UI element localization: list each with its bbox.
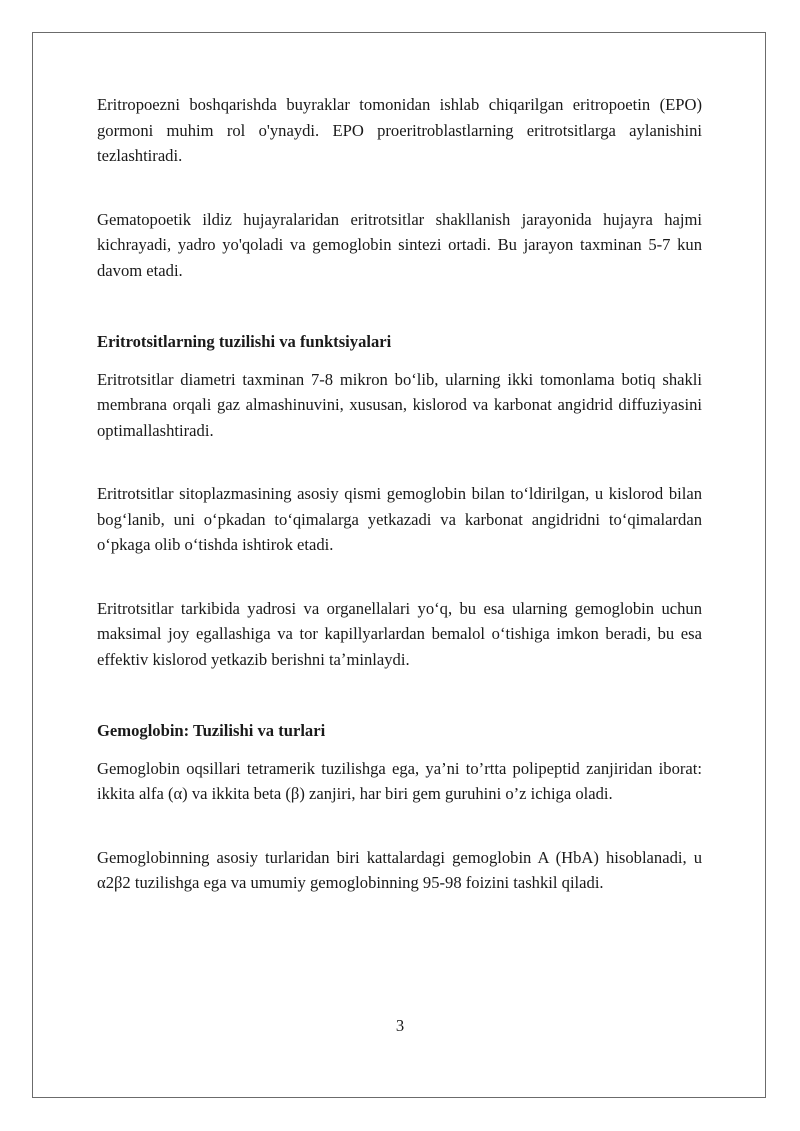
paragraph-erythropoiesis: Gematopoetik ildiz hujayralaridan eritrotsitlar shakllanish jarayonida hujayra hajmi kichrayadi, yadro yo'qoladi va gemoglobin sintezi ortadi. Bu jarayon taxminan 5-7 kun davom etadi. <box>97 209 702 280</box>
page-body <box>97 92 702 896</box>
paragraph-erythrocyte-diameter: Eritrotsitlar diametri taxminan 7-8 mikron boʻlib, ularning ikki tomonlama botiq shakli membrana orqali gaz almashinuvini, xususan, kislorod va karbonat angidrid diffuziyasini optimallashtiradi. <box>97 369 702 440</box>
paragraph-cytoplasm-hemoglobin: Eritrotsitlar sitoplazmasining asosiy qismi gemoglobin bilan toʻldirilgan, u kislorod bilan bogʻlanib, uni oʻpkadan toʻqimalarga yetkazadi va karbonat angidridni toʻqimalardan oʻpkaga olib oʻtishda ishtirok etadi. <box>97 484 702 554</box>
paragraph-epo: Eritropoezni boshqarishda buyraklar tomonidan ishlab chiqarilgan eritropoetin (EPO) gormoni muhim rol o'ynaydi. EPO proeritroblastlarning eritrotsitlarga aylanishini tezlashtiradi. <box>97 95 702 165</box>
section-heading-erythrocyte-structure: Eritrotsitlarning tuzilishi va funktsiyalari <box>97 332 392 351</box>
paragraph-no-nucleus: Eritrotsitlar tarkibida yadrosi va organellalari yoʻq, bu esa ularning gemoglobin uchun maksimal joy egallashiga va tor kapillyarlardan bemalol oʻtishiga imkon beradi, bu esa effektiv kislorod yetkazib berishni taʼminlaydi. <box>97 598 702 669</box>
paragraph-hemoglobin-structure: Gemoglobin oqsillari tetramerik tuzilishga ega, ya’ni to’rtta polipeptid zanjiridan iborat: ikkita alfa (α) va ikkita beta (β) zanjiri, har biri gem guruhini o’z ichiga oladi. <box>97 758 702 803</box>
paragraph-hemoglobin-types: Gemoglobinning asosiy turlaridan biri kattalardagi gemoglobin A (HbA) hisoblanadi, u α2β2 tuzilishga ega va umumiy gemoglobinning 95-98 foizini tashkil qiladi. <box>97 847 702 892</box>
page-number: 3 <box>395 1016 405 1035</box>
section-heading-hemoglobin: Gemoglobin: Tuzilishi va turlari <box>97 721 326 740</box>
